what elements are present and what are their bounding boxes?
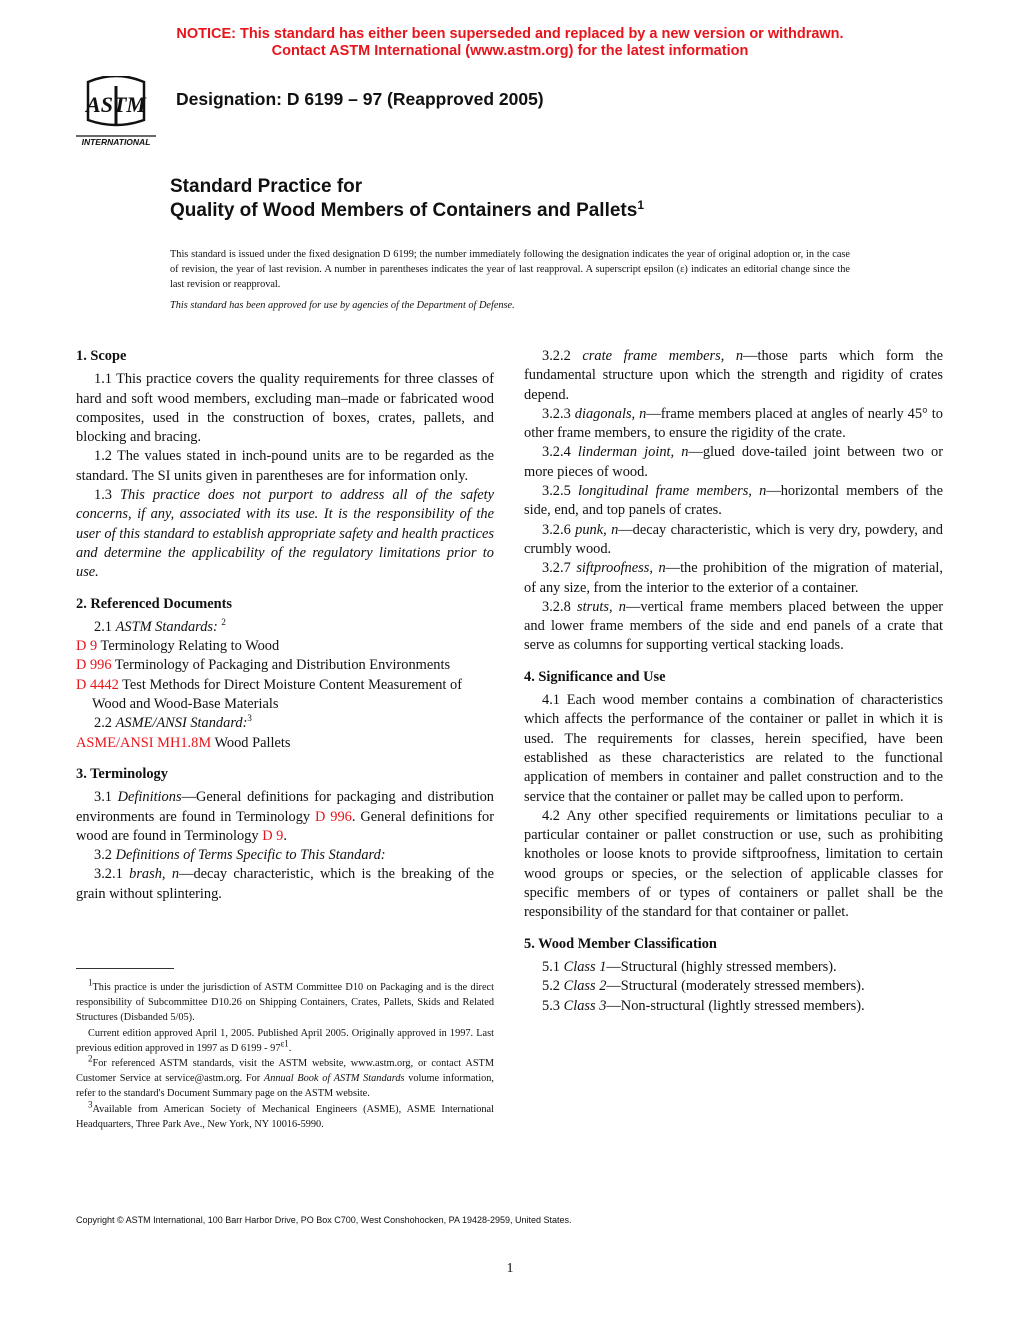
copyright: Copyright © ASTM International, 100 Barr Harbor Drive, PO Box C700, West Conshohocken, PA 19428-2959, United States.: [76, 1215, 572, 1225]
ref-item: D 9 Terminology Relating to Wood: [76, 638, 280, 655]
term-link-d9[interactable]: D 9: [262, 827, 284, 844]
class-3: 5.3 Class 3—Non-structural (lightly stressed members).: [542, 997, 865, 1014]
footnote-1-edition: Current edition approved April 1, 2005. Published April 2005. Originally approved in 1997. Last previous edition approved in 1997 as D $6199 - 97^{\varepsilon 1}$.: [76, 1027, 494, 1054]
ref-item: D 996 Terminology of Packaging and Distribution Environments: [76, 657, 451, 674]
logo-letters: ASTM: [86, 92, 146, 117]
notice-line-1: NOTICE: This standard has either been superseded and replaced by a new version or withdrawn.: [176, 26, 844, 42]
para-4-2: 4.2 Any other specified requirements or limitations peculiar to a particular container or pallet construction or use, such as prohibiting knotholes or loose knots to provide siftproofness, limitation to certain wood groups or species, or the selection of applicable classes for specific members of or types of containers or pallet shall be the responsibility of the standard for that container or pallet.: [524, 807, 943, 921]
logo-caption: INTERNATIONAL: [81, 137, 151, 147]
definition-3-2-6: 3.2.6 punk, n—decay characteristic, which is very dry, powdery, and crumbly wood.: [524, 521, 943, 557]
footnotes: [76, 977, 494, 1132]
title-footnote-mark: 1: [637, 198, 645, 212]
definition-3-2-3: 3.2.3 diagonals, n—frame members placed at angles of nearly 45° to other frame members, to ensure the rigidity of the crate.: [524, 405, 943, 442]
para-1-3: 1.3 This practice does not purport to address all of the safety concerns, if any, associated with its use. It is the responsibility of the user of this standard to establish appropriate safety and health practices and determine the applicability of the regulatory limitations prior to use.: [76, 487, 494, 581]
ref-item: D 4442 Test Methods for Direct Moisture Content Measurement of Wood and Wood-Base Materials: [76, 676, 463, 713]
term-link-d996[interactable]: D 996: [314, 808, 352, 825]
issued-note: This standard is issued under the fixed designation D 6199; the number immediately following the designation indicates the year of original adoption or, in the case of revision, the year of last revision. A number in parentheses indicates the year of last reapproval. A superscript epsilon (ε) indicates an editorial change since the last revision or reapproval.: [170, 249, 850, 290]
notice-line-2: Contact ASTM International (www.astm.org) for the latest information: [271, 43, 749, 59]
para-1-2: 1.2 The values stated in inch-pound units are to be regarded as the standard. The SI units given in parentheses are for information only.: [76, 448, 494, 484]
footnote-1: $^1$This practice is under the jurisdiction of ASTM Committee D10 on Packaging and is the direct responsibility of Subcommittee D10.26 on Shipping Containers, Crates, Pallets, Skids and Related Structures (Disbanded 5/05).: [76, 977, 494, 1024]
para-1-1: 1.1 This practice covers the quality requirements for three classes of hard and soft wood members, excluding man–made or fabricated wood composites, used in the construction of boxes, crates, pallets, and blocking and bracing.: [76, 371, 494, 446]
section-4-heading: 4. Significance and Use: [524, 668, 666, 685]
definition-3-2-5: 3.2.5 longitudinal frame members, n—horizontal members of the side, end, and top panels of crates.: [524, 483, 943, 519]
right-column: [524, 347, 943, 1016]
para-3-1: 3.1 Definitions—General definitions for packaging and distribution environments are found in Terminology D 996. General definitions for wood are found in Terminology D 9.: [76, 789, 494, 844]
footnote-2: $^2$For referenced ASTM standards, visit the ASTM website, www.astm.org, or contact ASTM Customer Service at service@astm.org. For Annual Book of ASTM Standards volume information, refer to the standard's Document Summary page on the ASTM website.: [76, 1053, 494, 1100]
left-column: [76, 347, 494, 904]
title-line-2: Quality of Wood Members of Containers and Pallets: [170, 200, 638, 221]
section-2-heading: 2. Referenced Documents: [76, 595, 232, 612]
definition-3-2-7: 3.2.7 siftproofness, n—the prohibition of the migration of material, of any size, from the interior to the exterior of a container.: [524, 560, 944, 596]
footnote-3: $^3$Available from American Society of Mechanical Engineers (ASME), ASME International Headquarters, Three Park Ave., New York, NY 10016-5990.: [76, 1099, 494, 1130]
section-3-heading: 3. Terminology: [76, 765, 168, 782]
class-2: 5.2 Class 2—Structural (moderately stressed members).: [542, 978, 865, 995]
class-1: 5.1 Class 1—Structural (highly stressed members).: [542, 958, 837, 975]
definition-3-2-4: 3.2.4 linderman joint, n—glued dove-tailed joint between two or more pieces of wood.: [524, 444, 943, 480]
astm-logo: [70, 76, 162, 150]
section-5-heading: 5. Wood Member Classification: [524, 935, 717, 952]
page-number: 1: [506, 1261, 514, 1276]
para-2-2: 2.2 ASME/ANSI Standard:$^3$: [94, 713, 252, 732]
definition-3-2-8: 3.2.8 struts, n—vertical frame members placed between the upper and lower frame members of the side and end panels of a crate that serve as columns for supporting vertical stacking loads.: [524, 598, 943, 654]
section-1-heading: 1. Scope: [76, 348, 127, 364]
document-title: [170, 175, 644, 223]
definition-3-2-2: 3.2.2 crate frame members, n—those parts which form the fundamental structure upon which the strength and rigidity of crates depend.: [524, 348, 943, 403]
footnote-divider: [76, 968, 174, 969]
para-2-1: 2.1 ASTM Standards: $^2$: [94, 617, 226, 635]
definition-3-2-1: 3.2.1 brash, n—decay characteristic, which is the breaking of the grain without splintering.: [76, 866, 494, 902]
para-3-2: 3.2 Definitions of Terms Specific to This Standard:: [94, 847, 386, 864]
ref-item: ASME/ANSI MH1.8M Wood Pallets: [76, 734, 291, 751]
ref-link-d9[interactable]: D 9: [76, 638, 98, 655]
designation: Designation: D 6199 – 97 (Reapproved 2005): [176, 89, 544, 109]
title-line-1: Standard Practice for: [170, 176, 363, 197]
approved-note: This standard has been approved for use by agencies of the Department of Defense.: [170, 300, 515, 311]
withdrawal-notice: [0, 26, 1020, 60]
ref-link-d4442[interactable]: D 4442: [76, 676, 119, 693]
para-4-1: 4.1 Each wood member contains a combination of characteristics which affects the performance of the container or pallet in which it is used. The requirements for classes, herein specified, have been established as these characteristics are related to the functional application of members in container and pallet construction and to the service that the container or pallet may be called upon to perform.: [524, 692, 943, 805]
ref-link-d996[interactable]: D 996: [76, 657, 112, 674]
ref-link-asme[interactable]: ASME/ANSI MH1.8M: [76, 734, 212, 751]
